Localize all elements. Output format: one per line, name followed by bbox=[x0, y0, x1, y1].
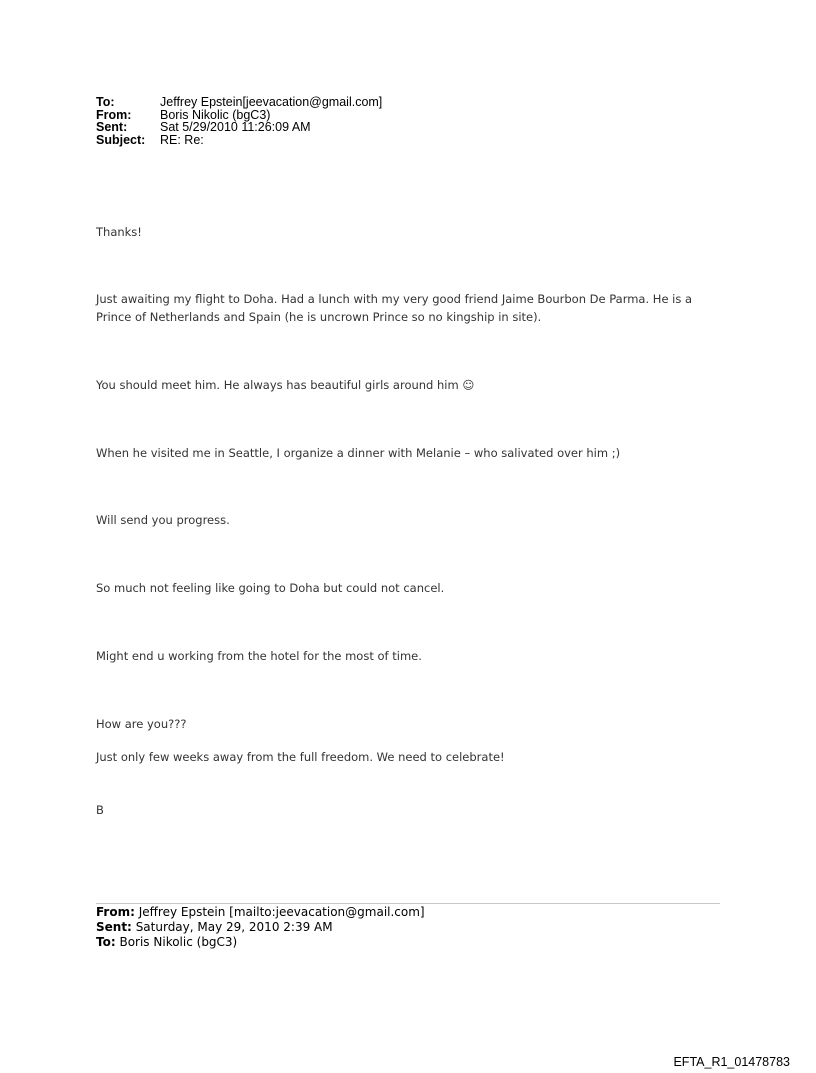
to-value: Jeffrey Epstein[jeevacation@gmail.com] bbox=[160, 95, 383, 109]
body-paragraph-seattle: When he visited me in Seattle, I organize a dinner with Melanie – who salivated over him ;) bbox=[96, 446, 621, 460]
body-paragraph-how-are-you: How are you??? bbox=[96, 717, 187, 731]
subject-value: RE: Re: bbox=[160, 132, 204, 147]
quoted-sent-value: Saturday, May 29, 2010 2:39 AM bbox=[135, 920, 333, 934]
body-paragraph-thanks: Thanks! bbox=[96, 225, 142, 239]
quoted-from-label: From: bbox=[96, 905, 135, 919]
quoted-header bbox=[96, 905, 425, 950]
subject-label: Subject: bbox=[96, 132, 146, 147]
quoted-to-row bbox=[96, 935, 425, 950]
document-id: EFTA_R1_01478783 bbox=[673, 1055, 790, 1069]
body-paragraph-freedom: Just only few weeks away from the full freedom. We need to celebrate! bbox=[96, 750, 505, 764]
sent-label: Sent: bbox=[96, 120, 128, 134]
body-paragraph-meet: You should meet him. He always has beautiful girls around him ☺ bbox=[96, 378, 475, 392]
quoted-separator bbox=[96, 903, 720, 904]
body-paragraph-doha: So much not feeling like going to Doha but could not cancel. bbox=[96, 581, 445, 595]
from-value: Boris Nikolic (bgC3) bbox=[160, 107, 271, 122]
quoted-sent-label: Sent: bbox=[96, 920, 132, 934]
quoted-sent-row bbox=[96, 920, 425, 935]
quoted-to-value: Boris Nikolic (bgC3) bbox=[119, 935, 238, 949]
header-sent-row bbox=[96, 121, 382, 134]
email-header bbox=[96, 96, 382, 146]
from-label: From: bbox=[96, 107, 132, 122]
to-label: To: bbox=[96, 95, 115, 109]
body-signature: B bbox=[96, 803, 104, 817]
sent-value: Sat 5/29/2010 11:26:09 AM bbox=[160, 120, 311, 134]
body-paragraph-hotel: Might end u working from the hotel for the most of time. bbox=[96, 649, 422, 663]
quoted-to-label: To: bbox=[96, 935, 116, 949]
quoted-from-row bbox=[96, 905, 425, 920]
body-paragraph-flight: Just awaiting my flight to Doha. Had a lunch with my very good friend Jaime Bourbon De Parma. He is a Prince of Netherlands and Spain (he is uncrown Prince so no kingship in site). bbox=[96, 292, 693, 324]
header-to-row bbox=[96, 96, 382, 109]
body-paragraph-progress: Will send you progress. bbox=[96, 513, 230, 527]
quoted-from-value: Jeffrey Epstein [mailto:jeevacation@gmail.com] bbox=[138, 905, 425, 919]
header-subject-row bbox=[96, 134, 382, 147]
